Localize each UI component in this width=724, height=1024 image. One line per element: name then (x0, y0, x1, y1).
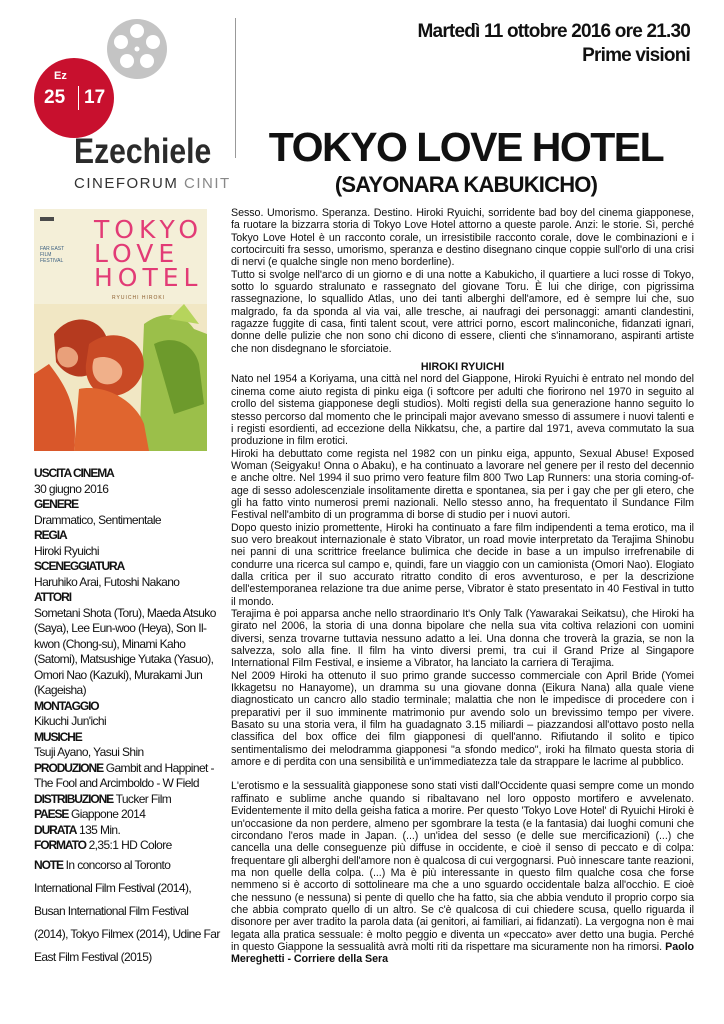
bio-paragraph: Dopo questo inizio promettente, Hiroki ha continuato a fare film indipendenti a tema erotico, ma il suo vero breakout internazionale è stato Vibrator, un road movie interpretato da Terajima Shinobu nei panni di una scrittrice freelance bulimica che decide in base a un impulso irrefrenabile di condurre una ricerca sul campo e, quindi, fare un viaggio con un camionista (Omori Nao). Elogiato dalla critica per il suo accurato ritratto condito di eros avventuroso, e per la descrizione dell'estemporanea relazione tra due anime perse, Vibrator è stato presentato in 40 Festival in tutto il mondo. (231, 521, 694, 608)
poster-director: RYUICHI HIROKI (112, 295, 166, 301)
logo-badge-number-right: 17 (84, 87, 106, 108)
info-row-format (34, 838, 224, 854)
poster-festival-label: FAR EAST FILM FESTIVAL (40, 246, 65, 264)
info-row-production (34, 761, 224, 792)
info-value-editing: Kikuchi Jun'ichi (34, 714, 107, 728)
logo-badge-label: Ez (54, 70, 67, 82)
info-value-music: Tsuji Ayano, Yasui Shin (34, 745, 144, 759)
header-divider-line (235, 18, 236, 158)
poster-title-line: HOTEL (94, 263, 203, 292)
info-value-format: 2,35:1 HD Colore (85, 838, 172, 852)
poster-title-line: TOKYO (94, 215, 204, 244)
info-value-screenplay: Haruhiko Arai, Futoshi Nakano (34, 574, 180, 589)
bio-paragraph: Terajima è poi apparsa anche nello straordinario It's Only Talk (Yawarakai Seikatsu), che Hiroki ha girato nel 2006, la storia di una donna bipolare che nella sua vita coltiva relazioni con uomini diversi, senza trovarne tuttavia nessuno adatto a lei. Una donna che troverà la grazia, se non la salvezza, solo alla fine. Il film ha vinto diversi premi, tra cui il Grand Prize al Singapore International Film Festival, e insieme a Vibrator, ha lanciato la carriera di Terajima. (231, 608, 694, 670)
poster-logo-mark (40, 217, 54, 221)
info-value-notes: In concorso al Toronto International Film Festival (2014), Busan International Film Festival (2014), Tokyo Filmex (2014), Udine Far East Film Festival (2015) (34, 857, 220, 964)
film-poster (34, 209, 207, 451)
info-label-screenplay: SCENEGGIATURA (34, 559, 125, 573)
info-label-production: PRODUZIONE (34, 760, 104, 775)
info-row-distribution (34, 792, 224, 808)
brand-subtitle-main: CINEFORUM (74, 175, 179, 192)
main-article (231, 207, 694, 966)
bio-paragraph: Hiroki ha debuttato come regista nel 1982 con un pinku eiga, appunto, Sexual Abuse! Exposed Woman (Seigyaku! Onna o Abaku), e ha continuato a lavorare nel genere per il resto del decennio e anche oltre. Nel 1994 il suo primo vero feature film 800 Two Lap Runners: una storia coming-of-age di sesso adolescenziale insolitamente diretta e spontanea, sia per i gay che per gli etero, che gli ha fatto vinto numerosi premi nazionali. Nello stesso anno, ha frequentato il Sundance Film Festival nell'ambito di un programma di borse di studio per i nuovi autori. (231, 447, 694, 522)
film-info-panel (34, 466, 224, 969)
film-title: TOKYO LOVE HOTEL (268, 124, 664, 170)
info-label-duration: DURATA (34, 822, 77, 837)
info-row-country (34, 807, 224, 823)
film-subtitle: (SAYONARA KABUKICHO) (334, 172, 598, 197)
bio-paragraph: Nato nel 1954 a Koriyama, una città nel nord del Giappone, Hiroki Ryuichi è entrato nel mondo del cinema come aiuto regista di pinku eiga (i softcore per adulti che fiorirono nel 1970 in seguito al crollo del sistema giapponese degli studios). Molti registi della sua generazione hanno seguito lo stesso percorso dal momento che le principali major avevano smesso di assumere i nuovi talenti e i registi esordienti, ad eccezione della Nikkatsu, che, a partire dal 1971, aveva commutato la sua produzione in film erotici. (231, 373, 694, 448)
info-value-production: Gambit and Happinet - The Fool and Arcimboldo - W Field (34, 760, 214, 790)
brand-name: Ezechiele (74, 132, 212, 171)
info-value-distribution: Tucker Film (113, 791, 172, 806)
screening-series: Prime visioni (582, 45, 690, 66)
intro-paragraph: Sesso. Umorismo. Speranza. Destino. Hiroki Ryuichi, sorridente bad boy del cinema giapponese, fa ruotare la bizzarra storia di Tokyo Love Hotel attorno a queste parole. Anzi: le storie. Sì, perché Tokyo Love Hotel è un racconto corale, un irresistibile racconto corale, dove le combinazioni e i cortocircuiti fra sesso, umorismo, speranza e destino disegnano cinque coppie sull'orlo di una crisi di nervi (e qualche single non meno borderline). (231, 207, 694, 269)
info-value-cast: Sometani Shota (Toru), Maeda Atsuko (Saya), Lee Eun-woo (Heya), Son Il-kwon (Chong-su), Minami Kaho (Satomi), Matsushige Yutaka (Yasuo), Omori Nao (Kazuki), Murakami Jun (Kageisha) (34, 605, 216, 697)
info-row-duration (34, 823, 224, 839)
intro-paragraph: Tutto si svolge nell'arco di un giorno e di una notte a Kabukicho, il quartiere a luci rosse di Tokyo, sotto lo sguardo stralunato e rassegnato del giovane Toru. È lui che dirige, con pigrissima rassegnazione, lo squallido Atlas, uno dei tanti alberghi dell'amore, ed è sempre lui che, suo malgrado, fa da sponda al via vai, alle tresche, ai naufragi dei personaggi: amanti clandestini, ragazze fuggite di casa, finti talent scout, vere attrici porno, escort malinconiche, fidanzati ignari, donne delle pulizie che non sono chi dicono di essere, clienti che s'innamorano, aspiranti artiste che non disdegnano le sforciatoie. (231, 268, 694, 355)
bio-heading: HIROKI RYUICHI (420, 361, 505, 374)
brand-subtitle-light: CINIT (184, 175, 231, 192)
info-label-cast: ATTORI (34, 590, 71, 604)
info-row-notes (34, 854, 224, 969)
info-value-genre: Drammatico, Sentimentale (34, 512, 161, 527)
poster-artwork (34, 304, 207, 451)
info-label-notes: NOTE (34, 857, 63, 872)
info-label-release: USCITA CINEMA (34, 466, 114, 480)
review-text: L'erotismo e la sessualità giapponese sono stati visti dall'Occidente quasi sempre come un mondo raffinato e sublime anche quando si ribaltavano nel loro opposto mortifero e avvelenato. Evidentemente il mito della geisha fatica a morire. Per questo 'Tokyo Love Hotel' di Ryuichi Hiroki è un'occasione da non perdere, almeno per sgombrare la testa (e la fantasia) dai luoghi comuni che circondano l'eros made in Japan. (...) un'idea del sesso (e delle sue mercificazioni) (...) che cancella una delle conseguenze più diffuse in occidente, e cioè il senso di peccato e di colpa: frequentare gli alberghi dell'amore non è qualcosa di cui vergognarsi. Può innescare tante reazioni, ma non quelle della colpa. (...) Ma è più interessante in questo film qualche cosa che forse nemmeno si è accorto di sottolineare ma che a uno sguardo occidentale balza all'occhio. E cioè che nessuno (e nessuna) si pente di quello che ha fatto, sia che abbia venduto il proprio corpo sia che abbia comprato quello di un altro. Se c'è qualcosa di cui chiedere scusa, quello riguarda il disonore per aver tradito la parola data (ai genitori, ai familiari, ai fidanzati). La vergogna non è mai legata alla pratica sessuale: è molto peggio e diventa un «peccato» aver detto una bugia. Perché in questo Giappone la sessualità avrà molti riti da rispettare ma sicuramente non ha rimorsi. (231, 780, 694, 953)
info-label-distribution: DISTRIBUZIONE (34, 791, 114, 806)
info-label-editing: MONTAGGIO (34, 698, 99, 713)
review-paragraph (231, 780, 694, 965)
info-value-country: Giappone 2014 (68, 807, 146, 821)
info-label-music: MUSICHE (34, 729, 82, 744)
info-value-duration: 135 Min. (76, 822, 121, 837)
info-value-release: 30 giugno 2016 (34, 481, 109, 496)
screening-date: Martedì 11 ottobre 2016 ore 21.30 (417, 21, 690, 42)
bio-paragraph: Nel 2009 Hiroki ha ottenuto il suo primo grande successo commerciale con April Bride (Yomei Ikkagetsu no Hanayome), un dramma su una giovane donna (Eikura Nana) alla quale viene diagnosticato un cancro allo stadio terminale; malattia che non le impedisce di procedere con i preparativi per il suo imminente matrimonio pur avendo solo un brevissimo tempo per vivere. Basato su una storia vera, il film ha guadagnato 3.15 miliardi – piazzandosi all'ottavo posto nella classifica del box office dei film giapponesi di quell'anno. Rifiutando il solito e tipico sentimentalismo dei melodramma giapponesi "a sfondo medico", iroki ha filmato questa storia di amore e di perdita con una sensibilità e un'immediatezza tale da strappare le lacrime al pubblico. (231, 669, 694, 769)
info-label-director: REGIA (34, 528, 67, 542)
logo-badge-number-left: 25 (44, 87, 66, 108)
review-signature: Paolo Mereghetti - Corriere della Sera (231, 940, 694, 966)
info-label-country: PAESE (34, 807, 69, 821)
info-label-format: FORMATO (34, 838, 86, 852)
logo-badge-divider (78, 86, 79, 110)
brand-subtitle (74, 175, 231, 192)
poster-title-line: LOVE (94, 239, 180, 268)
info-label-genre: GENERE (34, 497, 79, 511)
film-reel-icon (106, 18, 168, 80)
info-value-director: Hiroki Ryuichi (34, 543, 99, 558)
